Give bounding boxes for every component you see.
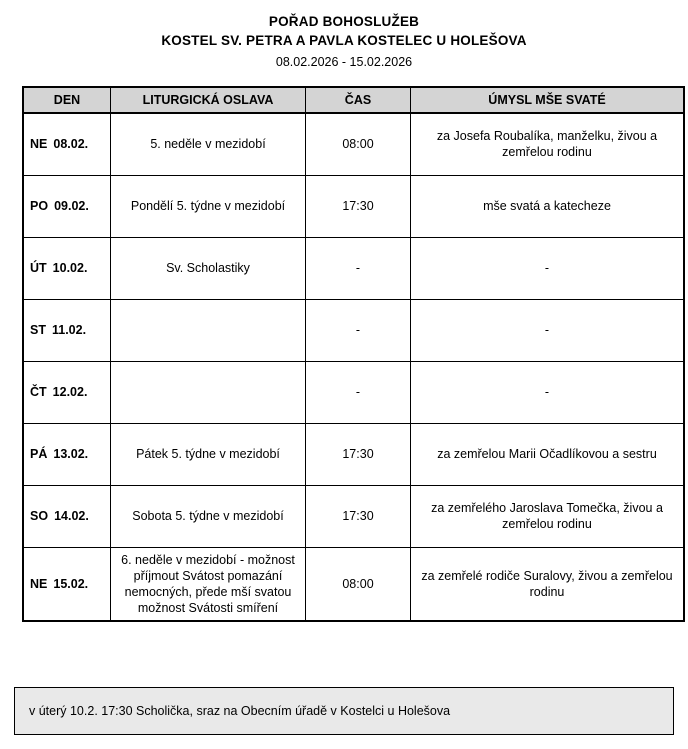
table-row bbox=[23, 361, 684, 423]
cell-intention: - bbox=[411, 361, 685, 423]
cell-day bbox=[23, 423, 111, 485]
column-header-umysl-mse-svate: ÚMYSL MŠE SVATÉ bbox=[411, 87, 685, 113]
cell-day bbox=[23, 113, 111, 175]
table-row bbox=[23, 299, 684, 361]
cell-intention: za zemřelou Marii Očadlíkovou a sestru bbox=[411, 423, 685, 485]
cell-day bbox=[23, 299, 111, 361]
cell-liturgy: Sv. Scholastiky bbox=[111, 237, 306, 299]
day-date: 10.02. bbox=[52, 261, 88, 275]
day-name: PÁ bbox=[30, 447, 48, 461]
table-row bbox=[23, 547, 684, 621]
cell-time: 17:30 bbox=[306, 485, 411, 547]
cell-liturgy bbox=[111, 299, 306, 361]
document-header bbox=[0, 0, 688, 72]
cell-intention: mše svatá a katecheze bbox=[411, 175, 685, 237]
cell-liturgy: 5. neděle v mezidobí bbox=[111, 113, 306, 175]
footer-note-text: v úterý 10.2. 17:30 Scholička, sraz na Obecním úřadě v Kostelci u Holešova bbox=[29, 704, 451, 718]
cell-intention: - bbox=[411, 299, 685, 361]
day-name: NE bbox=[30, 576, 48, 591]
table-row bbox=[23, 113, 684, 175]
column-header-cas: ČAS bbox=[306, 87, 411, 113]
day-date: 14.02. bbox=[54, 509, 89, 523]
schedule-table-body bbox=[23, 113, 684, 621]
cell-time: 17:30 bbox=[306, 423, 411, 485]
cell-liturgy: Pátek 5. týdne v mezidobí bbox=[111, 423, 306, 485]
cell-day bbox=[23, 175, 111, 237]
cell-day bbox=[23, 237, 111, 299]
column-header-den: DEN bbox=[23, 87, 111, 113]
cell-intention: - bbox=[411, 237, 685, 299]
header-date-range: 08.02.2026 - 15.02.2026 bbox=[275, 55, 413, 69]
header-title-line2: KOSTEL SV. PETRA A PAVLA KOSTELEC U HOLEŠOVA bbox=[161, 33, 527, 48]
cell-intention: za zemřelé rodiče Suralovy, živou a zemřelou rodinu bbox=[411, 547, 685, 621]
day-date: 13.02. bbox=[53, 447, 89, 461]
header-title-line1: POŘAD BOHOSLUŽEB bbox=[268, 14, 420, 29]
day-date: 15.02. bbox=[53, 576, 89, 591]
table-header-row bbox=[23, 87, 684, 113]
cell-liturgy: Sobota 5. týdne v mezidobí bbox=[111, 485, 306, 547]
day-name: SO bbox=[30, 509, 49, 523]
day-name: PO bbox=[30, 199, 49, 213]
footer-note-box bbox=[14, 687, 674, 735]
table-row bbox=[23, 237, 684, 299]
cell-time: - bbox=[306, 299, 411, 361]
cell-liturgy: 6. neděle v mezidobí - možnost příjmout Svátost pomazání nemocných, přede mší svatou možnost Svátosti smíření bbox=[111, 547, 306, 621]
day-date: 08.02. bbox=[53, 137, 89, 152]
table-row bbox=[23, 175, 684, 237]
column-header-liturgicka-oslava: LITURGICKÁ OSLAVA bbox=[111, 87, 306, 113]
cell-time: 08:00 bbox=[306, 547, 411, 621]
day-name: ČT bbox=[30, 385, 47, 399]
schedule-table-head bbox=[23, 87, 684, 113]
schedule-table bbox=[22, 86, 685, 622]
day-name: ST bbox=[30, 323, 46, 337]
cell-time: 08:00 bbox=[306, 113, 411, 175]
table-row bbox=[23, 485, 684, 547]
day-name: NE bbox=[30, 137, 48, 152]
cell-day bbox=[23, 547, 111, 621]
cell-time: - bbox=[306, 361, 411, 423]
cell-liturgy: Pondělí 5. týdne v mezidobí bbox=[111, 175, 306, 237]
day-date: 09.02. bbox=[54, 199, 89, 213]
cell-time: - bbox=[306, 237, 411, 299]
cell-day bbox=[23, 361, 111, 423]
cell-liturgy bbox=[111, 361, 306, 423]
schedule-table-wrapper bbox=[22, 86, 673, 622]
day-date: 12.02. bbox=[52, 385, 88, 399]
cell-time: 17:30 bbox=[306, 175, 411, 237]
day-date: 11.02. bbox=[51, 323, 87, 337]
cell-intention: za Josefa Roubalíka, manželku, živou a zemřelou rodinu bbox=[411, 113, 685, 175]
day-name: ÚT bbox=[30, 261, 47, 275]
cell-day bbox=[23, 485, 111, 547]
table-row bbox=[23, 423, 684, 485]
cell-intention: za zemřelého Jaroslava Tomečka, živou a zemřelou rodinu bbox=[411, 485, 685, 547]
